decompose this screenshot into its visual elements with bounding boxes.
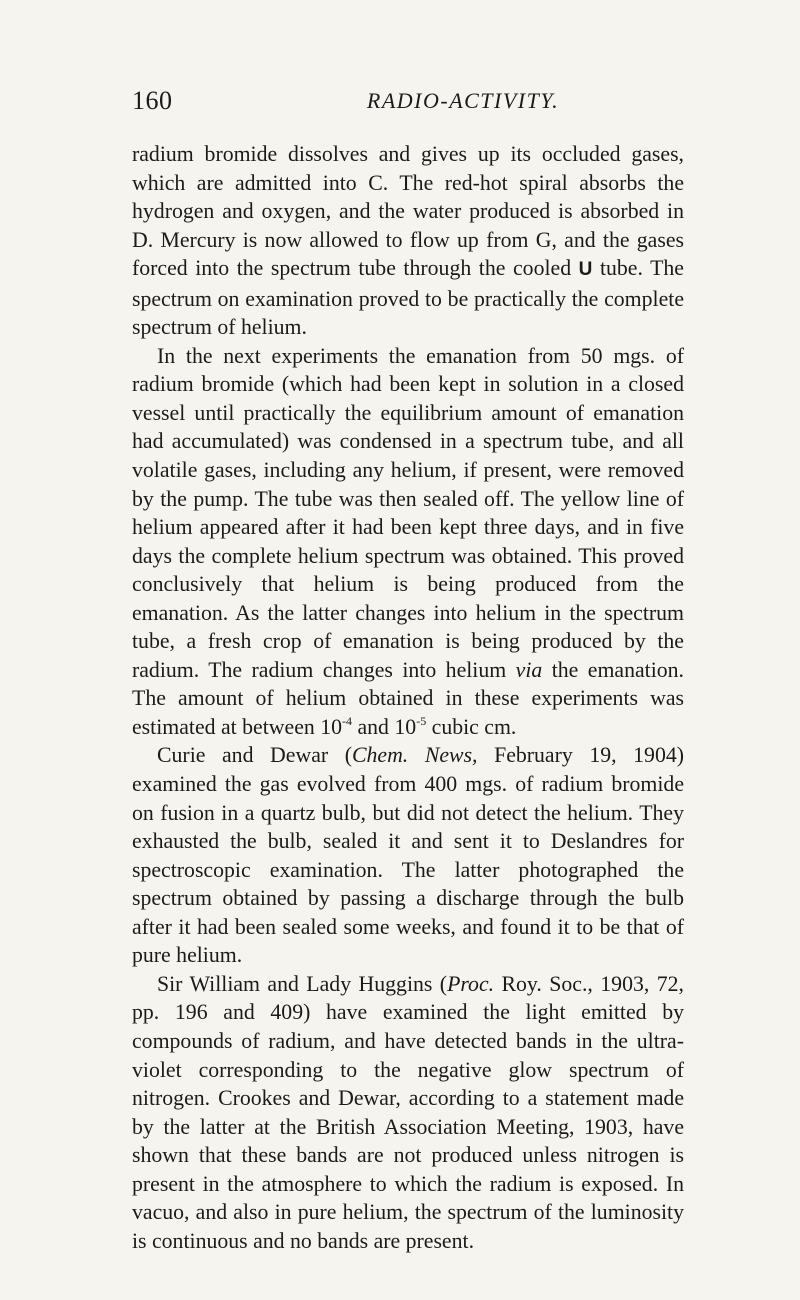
paragraph-2-text-d: cubic cm. <box>426 714 517 739</box>
paragraph-4 <box>132 970 684 1255</box>
paragraph-4-text-b: Roy. Soc., 1903, 72, pp. 196 and 409) have examined the light emitted by compounds of radium, and have detected bands in the ultra-violet corresponding to the negative glow spectrum of nitrogen. Crookes and Dewar, according to a statement made by the latter at the British Association Meeting, 1903, have shown that these bands are not produced unless nitrogen is present in the atmosphere to which the radium is exposed. In vacuo, and also in pure helium, the spectrum of the luminosity is continuous and no bands are present. <box>132 971 684 1253</box>
running-title: RADIO-ACTIVITY. <box>366 88 560 113</box>
paragraph-3 <box>132 741 684 969</box>
italic-via: via <box>515 657 543 682</box>
paragraph-2-text-b: the emanation. The amount of helium obtained in these experiments was estimated at between 10 <box>132 657 684 739</box>
journal-citation: Chem. News, <box>351 743 478 768</box>
paragraph-3-text-b: February 19, 1904) examined the gas evolved from 400 mgs. of radium bromide on fusion in a quartz bulb, but did not detect the helium. They exhausted the bulb, sealed it and sent it to Deslandres for spectroscopic examination. The latter photographed the spectrum obtained by passing a discharge through the bulb after it had been sealed some weeks, and found it to be that of pure helium. <box>132 743 685 968</box>
paragraph-2 <box>132 342 684 742</box>
page-number: 160 <box>132 86 173 115</box>
paragraph-1 <box>132 140 684 342</box>
paragraph-1-text-a: radium bromide dissolves and gives up its occluded gases, which are admitted into C. The red-hot spiral absorbs the hydrogen and oxygen, and the water produced is absorbed in D. Mercury is now allowed to flow up from G, and the gases forced into the spectrum tube through the cooled <box>132 142 684 281</box>
running-head <box>132 86 684 116</box>
paragraph-1-text-b: tube. The spectrum on examination proved to be practically the complete spectrum of helium. <box>132 256 684 340</box>
paragraph-3-text-a: Curie and Dewar ( <box>157 743 352 768</box>
paragraph-4-text-a: Sir William and Lady Huggins ( <box>157 971 448 996</box>
exponent-2: -5 <box>416 713 427 728</box>
exponent-1: -4 <box>342 713 353 728</box>
paragraph-2-text-a: In the next experiments the emanation from 50 mgs. of radium bromide (which had been kept in solution in a closed vessel until practically the equilibrium amount of emanation had accumulated) was condensed in a spectrum tube, and all volatile gases, including any helium, if present, were removed by the pump. The tube was then sealed off. The yellow line of helium appeared after it had been kept three days, and in five days the complete helium spectrum was obtained. This proved conclusively that helium is being produced from the emanation. As the latter changes into helium in the spectrum tube, a fresh crop of emanation is being produced by the radium. The radium changes into helium <box>132 343 684 682</box>
paragraph-2-text-c: and 10 <box>352 714 417 739</box>
journal-citation: Proc. <box>447 971 495 996</box>
body-text <box>132 140 684 1255</box>
u-tube-glyph: U <box>578 259 593 281</box>
